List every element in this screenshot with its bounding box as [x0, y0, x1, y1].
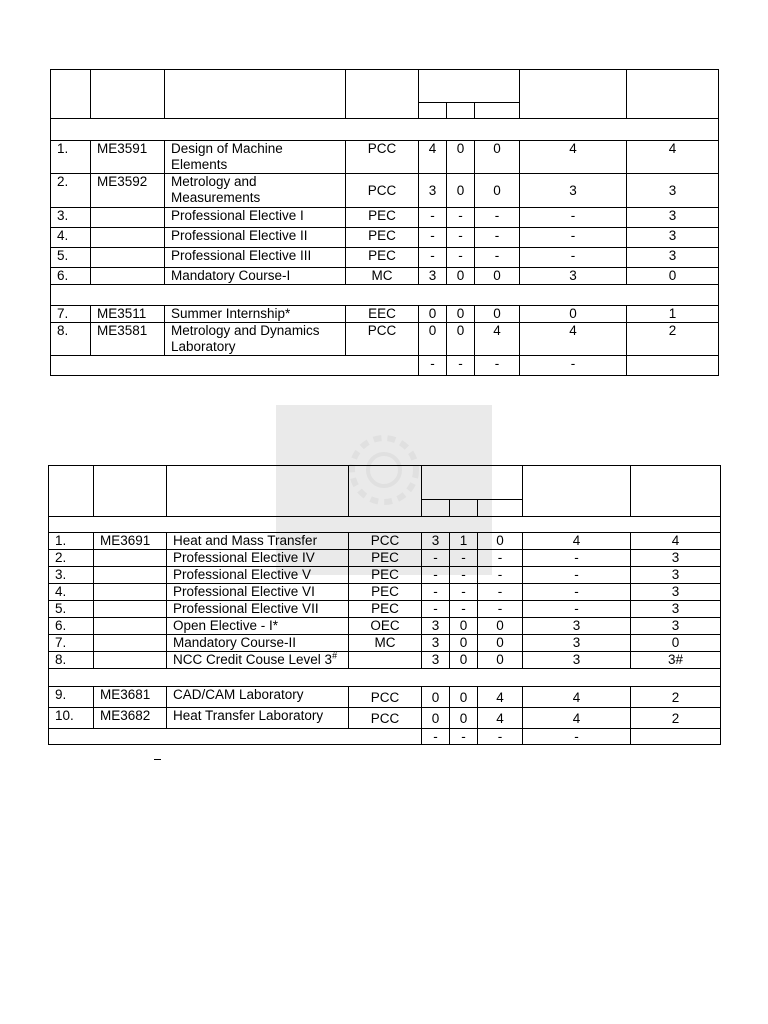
practical-cell: -	[478, 584, 523, 601]
total-periods-cell: 3	[523, 635, 631, 652]
course-title-cell	[167, 567, 349, 584]
credits-cell: 4	[631, 533, 721, 550]
tutorial-cell: 0	[450, 708, 478, 729]
course-code-cell: ME3592	[91, 174, 165, 208]
course-title: CAD/CAM Laboratory	[173, 687, 304, 702]
course-code-cell	[91, 268, 165, 285]
course-title-cell	[165, 323, 346, 356]
course-title-cell	[165, 208, 346, 228]
title-superscript: #	[332, 651, 338, 661]
course-code-cell: ME3591	[91, 141, 165, 174]
course-title: Professional Elective V	[173, 567, 312, 582]
sno-cell: 6.	[51, 268, 91, 285]
course-code-cell: ME3682	[94, 708, 167, 729]
tutorial-cell: 0	[447, 306, 475, 323]
header-row-top	[51, 70, 719, 103]
category-cell: PCC	[346, 174, 419, 208]
header-p-cell	[475, 103, 520, 119]
practical-cell: -	[478, 550, 523, 567]
total-periods-cell: 4	[520, 141, 627, 174]
practical-cell: 0	[475, 306, 520, 323]
total-row	[49, 729, 721, 745]
credits-cell: 2	[631, 708, 721, 729]
header-periods-group-cell	[422, 466, 523, 500]
practical-cell: -	[475, 228, 520, 248]
credits-cell: 3	[631, 567, 721, 584]
practical-cell: 4	[478, 687, 523, 708]
course-code-cell	[94, 601, 167, 618]
lecture-cell: 3	[422, 533, 450, 550]
course-code-cell	[94, 584, 167, 601]
credits-cell: 0	[631, 635, 721, 652]
sno-cell: 3.	[49, 567, 94, 584]
tutorial-cell: 0	[450, 652, 478, 669]
course-row	[51, 306, 719, 323]
category-cell: PCC	[349, 708, 422, 729]
header-p-cell	[478, 500, 523, 517]
course-row	[51, 228, 719, 248]
tutorial-cell: -	[447, 248, 475, 268]
credits-cell: 2	[631, 687, 721, 708]
course-row	[51, 174, 719, 208]
header-category-cell	[349, 466, 422, 517]
lecture-cell: 3	[422, 652, 450, 669]
category-cell: OEC	[349, 618, 422, 635]
header-total-periods-cell	[523, 466, 631, 517]
tutorial-cell: 0	[447, 323, 475, 356]
course-title-cell	[167, 687, 349, 708]
course-code-cell	[94, 652, 167, 669]
course-title: Metrology and Dynamics Laboratory	[171, 323, 320, 354]
header-t-cell	[447, 103, 475, 119]
practical-cell: 0	[475, 141, 520, 174]
lecture-cell: 3	[419, 174, 447, 208]
course-row	[49, 708, 721, 729]
category-cell: PEC	[349, 550, 422, 567]
course-title: NCC Credit Couse Level 3	[173, 652, 333, 667]
total-periods-cell: -	[520, 228, 627, 248]
category-cell: PCC	[349, 533, 422, 550]
category-cell: PCC	[346, 323, 419, 356]
credits-cell: 3	[627, 174, 719, 208]
total-periods-cell: -	[523, 601, 631, 618]
lecture-cell: -	[419, 248, 447, 268]
course-title: Professional Elective I	[171, 208, 304, 223]
total-periods-cell: -	[520, 356, 627, 376]
course-title-cell	[165, 228, 346, 248]
total-periods-cell: 3	[520, 268, 627, 285]
credits-cell: 3	[627, 228, 719, 248]
lecture-cell: 0	[419, 306, 447, 323]
section-row-practical	[49, 669, 721, 687]
course-title-cell	[165, 306, 346, 323]
course-title-cell	[167, 584, 349, 601]
course-title-cell	[165, 268, 346, 285]
tutorial-cell: 0	[450, 635, 478, 652]
course-row	[49, 618, 721, 635]
semester-5-table	[50, 69, 719, 376]
tutorial-cell: 0	[447, 174, 475, 208]
total-periods-cell: -	[523, 550, 631, 567]
course-title-cell	[167, 533, 349, 550]
total-credits-cell	[631, 729, 721, 745]
course-title: Heat and Mass Transfer	[173, 533, 318, 548]
header-title-cell	[165, 70, 346, 119]
course-title-cell	[167, 708, 349, 729]
lecture-cell: -	[422, 550, 450, 567]
course-title-cell	[165, 248, 346, 268]
course-row	[49, 601, 721, 618]
practical-cell: -	[475, 248, 520, 268]
course-code-cell: ME3691	[94, 533, 167, 550]
category-cell: PCC	[349, 687, 422, 708]
practical-cell: -	[478, 601, 523, 618]
total-label-cell	[49, 729, 422, 745]
header-code-cell	[91, 70, 165, 119]
semester-6-table	[48, 465, 721, 745]
credits-cell: 3	[631, 550, 721, 567]
total-periods-cell: 4	[523, 687, 631, 708]
course-code-cell	[94, 550, 167, 567]
sno-cell: 8.	[49, 652, 94, 669]
practical-cell: -	[478, 567, 523, 584]
total-periods-cell: 4	[523, 533, 631, 550]
credits-cell: 3	[631, 618, 721, 635]
course-title: Heat Transfer Laboratory	[173, 708, 324, 723]
lecture-cell: 4	[419, 141, 447, 174]
course-title-cell	[165, 141, 346, 174]
tutorial-cell: 0	[450, 687, 478, 708]
course-row	[51, 141, 719, 174]
tutorial-cell: 0	[447, 268, 475, 285]
total-t-cell: -	[447, 356, 475, 376]
category-cell: PEC	[346, 228, 419, 248]
course-title: Mandatory Course-I	[171, 268, 291, 283]
course-title: Professional Elective VII	[173, 601, 319, 616]
credits-cell: 0	[627, 268, 719, 285]
sno-cell: 1.	[49, 533, 94, 550]
header-category-cell	[346, 70, 419, 119]
lecture-cell: -	[422, 584, 450, 601]
course-title: Open Elective - I*	[173, 618, 279, 633]
total-periods-cell: 4	[520, 323, 627, 356]
practical-cell: 0	[478, 618, 523, 635]
course-title: Metrology and Measurements	[171, 174, 261, 205]
total-periods-cell: -	[523, 567, 631, 584]
total-credits-cell	[627, 356, 719, 376]
course-row	[49, 652, 721, 669]
course-code-cell	[91, 208, 165, 228]
credits-cell: 3#	[631, 652, 721, 669]
category-cell: MC	[349, 635, 422, 652]
category-cell: PEC	[349, 567, 422, 584]
course-code-cell: ME3581	[91, 323, 165, 356]
header-sno-cell	[49, 466, 94, 517]
sno-cell: 2.	[51, 174, 91, 208]
category-cell: PCC	[346, 141, 419, 174]
section-row-theory	[49, 517, 721, 533]
total-periods-cell: 3	[523, 618, 631, 635]
total-periods-cell: -	[520, 248, 627, 268]
course-title: Design of Machine Elements	[171, 141, 283, 172]
total-periods-cell: -	[523, 729, 631, 745]
category-cell: EEC	[346, 306, 419, 323]
course-row	[49, 533, 721, 550]
sno-cell: 2.	[49, 550, 94, 567]
course-title: Mandatory Course-II	[173, 635, 297, 650]
header-row-top	[49, 466, 721, 500]
header-code-cell	[94, 466, 167, 517]
category-cell: MC	[346, 268, 419, 285]
sno-cell: 4.	[51, 228, 91, 248]
credits-cell: 1	[627, 306, 719, 323]
category-cell: PEC	[349, 584, 422, 601]
course-title: Professional Elective IV	[173, 550, 315, 565]
practical-cell: 0	[478, 635, 523, 652]
course-title: Professional Elective III	[171, 248, 312, 263]
sno-cell: 6.	[49, 618, 94, 635]
tutorial-cell: -	[450, 550, 478, 567]
sno-cell: 7.	[51, 306, 91, 323]
tutorial-cell: -	[450, 601, 478, 618]
practical-cell: 4	[475, 323, 520, 356]
sno-cell: 4.	[49, 584, 94, 601]
header-periods-group-cell	[419, 70, 520, 103]
total-l-cell: -	[419, 356, 447, 376]
section-row-theory	[51, 119, 719, 141]
sno-cell: 5.	[51, 248, 91, 268]
category-cell	[349, 652, 422, 669]
credits-cell: 2	[627, 323, 719, 356]
header-credits-cell	[627, 70, 719, 119]
total-row	[51, 356, 719, 376]
practical-cell: 0	[478, 533, 523, 550]
course-code-cell: ME3681	[94, 687, 167, 708]
practical-cell: -	[475, 208, 520, 228]
header-sno-cell	[51, 70, 91, 119]
total-periods-cell: 3	[523, 652, 631, 669]
tutorial-cell: 0	[450, 618, 478, 635]
course-row	[49, 550, 721, 567]
header-l-cell	[419, 103, 447, 119]
total-periods-cell: 3	[520, 174, 627, 208]
course-code-cell	[91, 248, 165, 268]
total-p-cell: -	[475, 356, 520, 376]
category-cell: PEC	[349, 601, 422, 618]
course-title-cell	[167, 618, 349, 635]
total-periods-cell: 0	[520, 306, 627, 323]
lecture-cell: 3	[422, 618, 450, 635]
total-l-cell: -	[422, 729, 450, 745]
total-t-cell: -	[450, 729, 478, 745]
header-t-cell	[450, 500, 478, 517]
sno-cell: 1.	[51, 141, 91, 174]
tutorial-cell: 1	[450, 533, 478, 550]
practical-cell: 0	[475, 174, 520, 208]
sno-cell: 7.	[49, 635, 94, 652]
sno-cell: 3.	[51, 208, 91, 228]
tutorial-cell: 0	[447, 141, 475, 174]
header-credits-cell	[631, 466, 721, 517]
total-periods-cell: 4	[523, 708, 631, 729]
sno-cell: 5.	[49, 601, 94, 618]
total-label-cell	[51, 356, 419, 376]
credits-cell: 3	[627, 248, 719, 268]
lecture-cell: 0	[422, 687, 450, 708]
total-periods-cell: -	[520, 208, 627, 228]
course-title-cell	[165, 174, 346, 208]
header-title-cell	[167, 466, 349, 517]
practical-cell: 4	[478, 708, 523, 729]
header-l-cell	[422, 500, 450, 517]
sno-cell: 8.	[51, 323, 91, 356]
credits-cell: 3	[631, 601, 721, 618]
course-title-cell	[167, 652, 349, 669]
lecture-cell: -	[419, 228, 447, 248]
lecture-cell: 3	[419, 268, 447, 285]
course-title-cell	[167, 550, 349, 567]
section-row-practical	[51, 285, 719, 306]
lecture-cell: 0	[419, 323, 447, 356]
course-row	[51, 268, 719, 285]
credits-cell: 3	[631, 584, 721, 601]
category-cell: PEC	[346, 248, 419, 268]
header-total-periods-cell	[520, 70, 627, 119]
lecture-cell: -	[422, 567, 450, 584]
sno-cell: 9.	[49, 687, 94, 708]
tutorial-cell: -	[447, 228, 475, 248]
course-title: Summer Internship*	[171, 306, 291, 321]
practical-cell: 0	[478, 652, 523, 669]
footnote-dash	[154, 759, 161, 760]
tutorial-cell: -	[447, 208, 475, 228]
course-row	[51, 323, 719, 356]
practical-cell: 0	[475, 268, 520, 285]
course-title: Professional Elective II	[171, 228, 308, 243]
lecture-cell: -	[422, 601, 450, 618]
course-row	[49, 635, 721, 652]
course-title-cell	[167, 601, 349, 618]
lecture-cell: 0	[422, 708, 450, 729]
course-code-cell	[94, 618, 167, 635]
course-row	[49, 567, 721, 584]
credits-cell: 3	[627, 208, 719, 228]
course-code-cell	[94, 567, 167, 584]
course-row	[51, 208, 719, 228]
course-code-cell	[91, 228, 165, 248]
course-row	[49, 687, 721, 708]
tutorial-cell: -	[450, 567, 478, 584]
sno-cell: 10.	[49, 708, 94, 729]
course-row	[51, 248, 719, 268]
category-cell: PEC	[346, 208, 419, 228]
total-periods-cell: -	[523, 584, 631, 601]
lecture-cell: -	[419, 208, 447, 228]
course-title-cell	[167, 635, 349, 652]
course-row	[49, 584, 721, 601]
credits-cell: 4	[627, 141, 719, 174]
total-p-cell: -	[478, 729, 523, 745]
lecture-cell: 3	[422, 635, 450, 652]
course-code-cell: ME3511	[91, 306, 165, 323]
course-code-cell	[94, 635, 167, 652]
tutorial-cell: -	[450, 584, 478, 601]
course-title: Professional Elective VI	[173, 584, 315, 599]
